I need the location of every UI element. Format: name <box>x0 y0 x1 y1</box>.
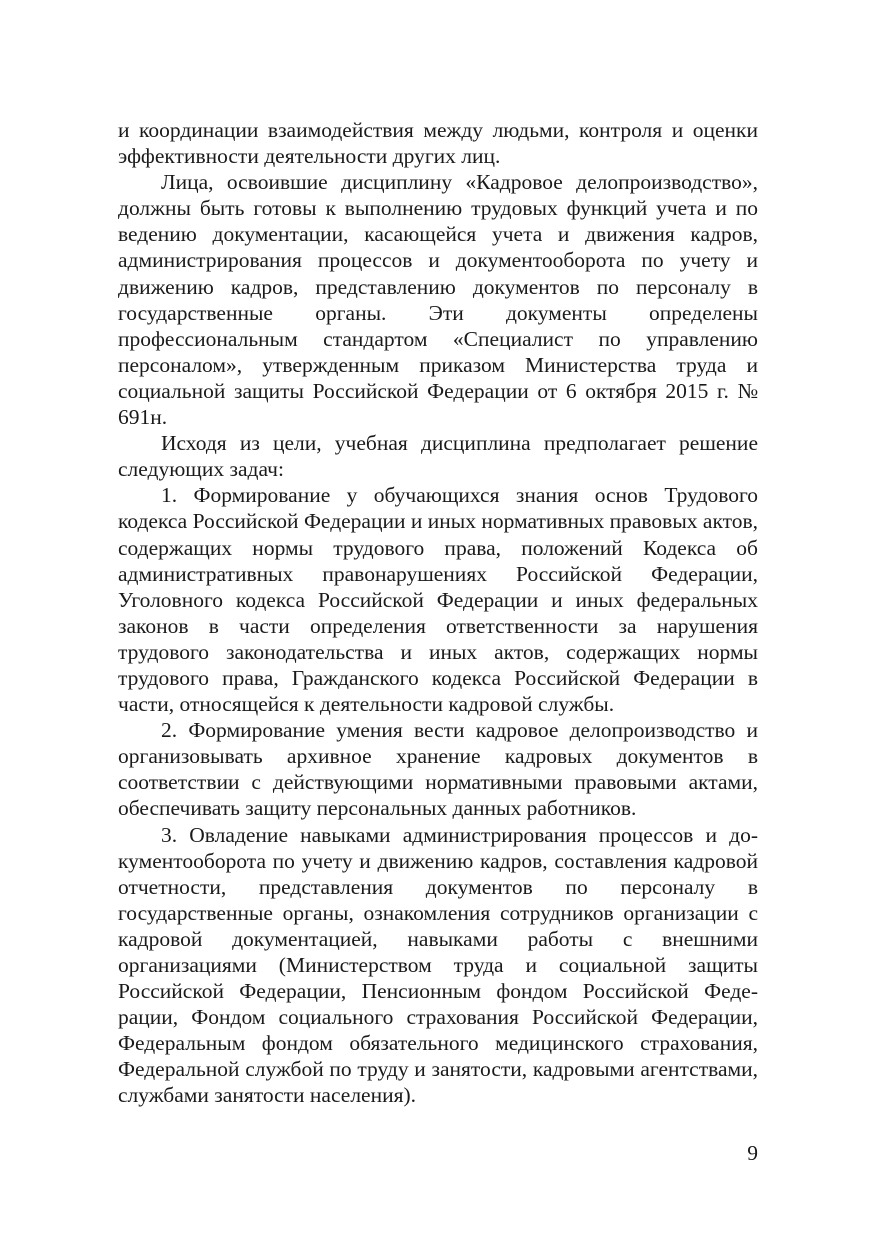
paragraph-competencies: Лица, освоившие дисциплину «Кадровое делопроизводство», должны быть готовы к выполнению трудовых функций учета и по ведению документации, касающейся учета и движения кадров, администрирования процессов и документооборота по учету и движению кадров, представлению документов по персоналу в государственные органы. Эти документы определены профессиональным стандартом «Специалист по управлению персоналом», утвержденным приказом Министерства труда и социальной защиты Российской Федерации от 6 октября 2015 г. № 691н. <box>118 170 758 430</box>
page-number: 9 <box>747 1141 758 1165</box>
paragraph-task-1: 1. Формирование у обучающихся знания основ Трудового кодекса Российской Федерации и иных нормативных правовых актов, содержащих нормы трудового права, положений Кодекса об административных правонарушениях Российской Федерации, Уголовного кодекса Российской Федерации и иных федеральных законов в части определения ответственности за нарушения трудового законодательства и иных актов, содержащих нормы трудового права, Гражданского кодекса Российской Федерации в части, относящейся к деятельности кадровой службы. <box>118 483 758 717</box>
paragraph-continuation: и координации взаимодействия между людьми, контроля и оценки эффективности деятельности других лиц. <box>118 118 758 169</box>
paragraph-task-2: 2. Формирование умения вести кадровое делопроизводство и организовывать архивное хранение кадровых документов в соответствии с действующими нормативными правовыми актами, обеспечивать защиту персональных данных работников. <box>118 718 758 821</box>
body-text <box>118 117 758 1109</box>
paragraph-tasks-intro: Исходя из цели, учебная дисциплина предполагает решение следующих задач: <box>118 431 758 482</box>
paragraph-task-3: 3. Овладение навыками администрирования процессов и документооборота по учету и движению кадров, составления кадровой отчетности, представления документов по персоналу в государственные органы, ознакомления сотрудников организации с кадровой документацией, навыками работы с внешними организациями (Министерством труда и социальной защиты Российской Федерации, Пенсионным фондом Российской Федерации, Фондом социального страхования Российской Федерации, Федеральным фондом обязательного медицинского страхования, Федеральной службой по труду и занятости, кадровыми агентствами, службами занятости населения). <box>118 822 758 1108</box>
